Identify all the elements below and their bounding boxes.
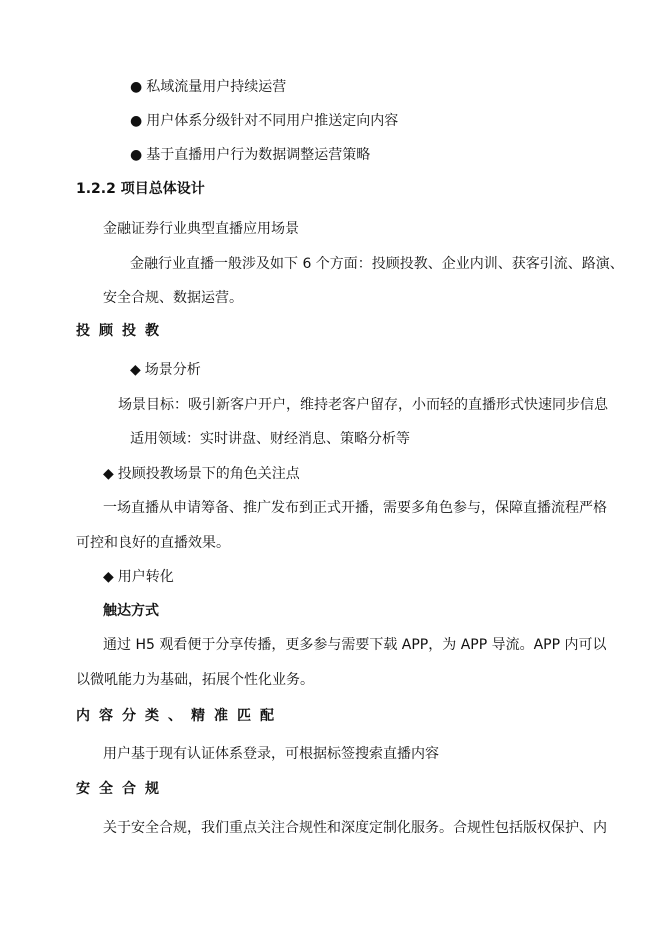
heading-security-compliance: 安全合规 xyxy=(76,781,168,797)
bullet-text: 用户体系分级针对不同用户推送定向内容 xyxy=(146,113,399,129)
user-conversion-label: 用户转化 xyxy=(117,569,174,585)
roles-focus-item xyxy=(103,465,300,483)
scene-analysis-item xyxy=(130,361,201,379)
intro-line-2: 安全合规、数据运营。 xyxy=(103,290,243,306)
diamond-icon: ◆ xyxy=(130,362,141,378)
heading-advisory-education: 投顾投教 xyxy=(76,323,168,339)
security-para: 关于安全合规，我们重点关注合规性和深度定制化服务。合规性包括版权保护、内 xyxy=(103,820,607,836)
bullet-text: 私域流量用户持续运营 xyxy=(146,79,287,95)
bullet-text: 基于直播用户行为数据调整运营策略 xyxy=(146,147,371,163)
roles-para-line-1: 一场直播从申请筹备、推广发布到正式开播，需要多角色参与，保障直播流程严格 xyxy=(103,500,607,516)
bullet-item-user-tiers xyxy=(130,112,398,130)
bullet-item-private-traffic xyxy=(130,78,286,96)
section-heading: 1.2.2 项目总体设计 xyxy=(76,181,205,197)
reach-para-line-1: 通过 H5 观看便于分享传播，更多参与需要下载 APP，为 APP 导流。APP 内可以 xyxy=(103,637,607,653)
roles-focus-label: 投顾投教场景下的角色关注点 xyxy=(117,466,300,482)
reach-para-line-2: 以微吼能力为基础，拓展个性化业务。 xyxy=(76,672,314,688)
applicable-field: 适用领域：实时讲盘、财经消息、策略分析等 xyxy=(130,431,410,447)
diamond-icon: ◆ xyxy=(103,569,114,585)
user-conversion-item xyxy=(103,568,174,586)
content-para: 用户基于现有认证体系登录，可根据标签搜索直播内容 xyxy=(103,746,439,762)
scene-goal: 场景目标：吸引新客户开户，维持老客户留存，小而轻的直播形式快速同步信息 xyxy=(118,397,608,413)
bullet-dot-icon: ● xyxy=(130,147,143,163)
bullet-dot-icon: ● xyxy=(130,79,143,95)
intro-line-1: 金融行业直播一般涉及如下 6 个方面：投顾投教、企业内训、获客引流、路演、 xyxy=(130,256,624,272)
reach-heading: 触达方式 xyxy=(103,603,159,619)
diamond-icon: ◆ xyxy=(103,466,114,482)
bullet-item-behavior-data xyxy=(130,146,370,164)
scene-analysis-label: 场景分析 xyxy=(144,362,201,378)
heading-content-classification: 内容分类、精准匹配 xyxy=(76,708,283,724)
bullet-dot-icon: ● xyxy=(130,113,143,129)
roles-para-line-2: 可控和良好的直播效果。 xyxy=(76,535,230,551)
subtitle: 金融证券行业典型直播应用场景 xyxy=(103,221,299,237)
